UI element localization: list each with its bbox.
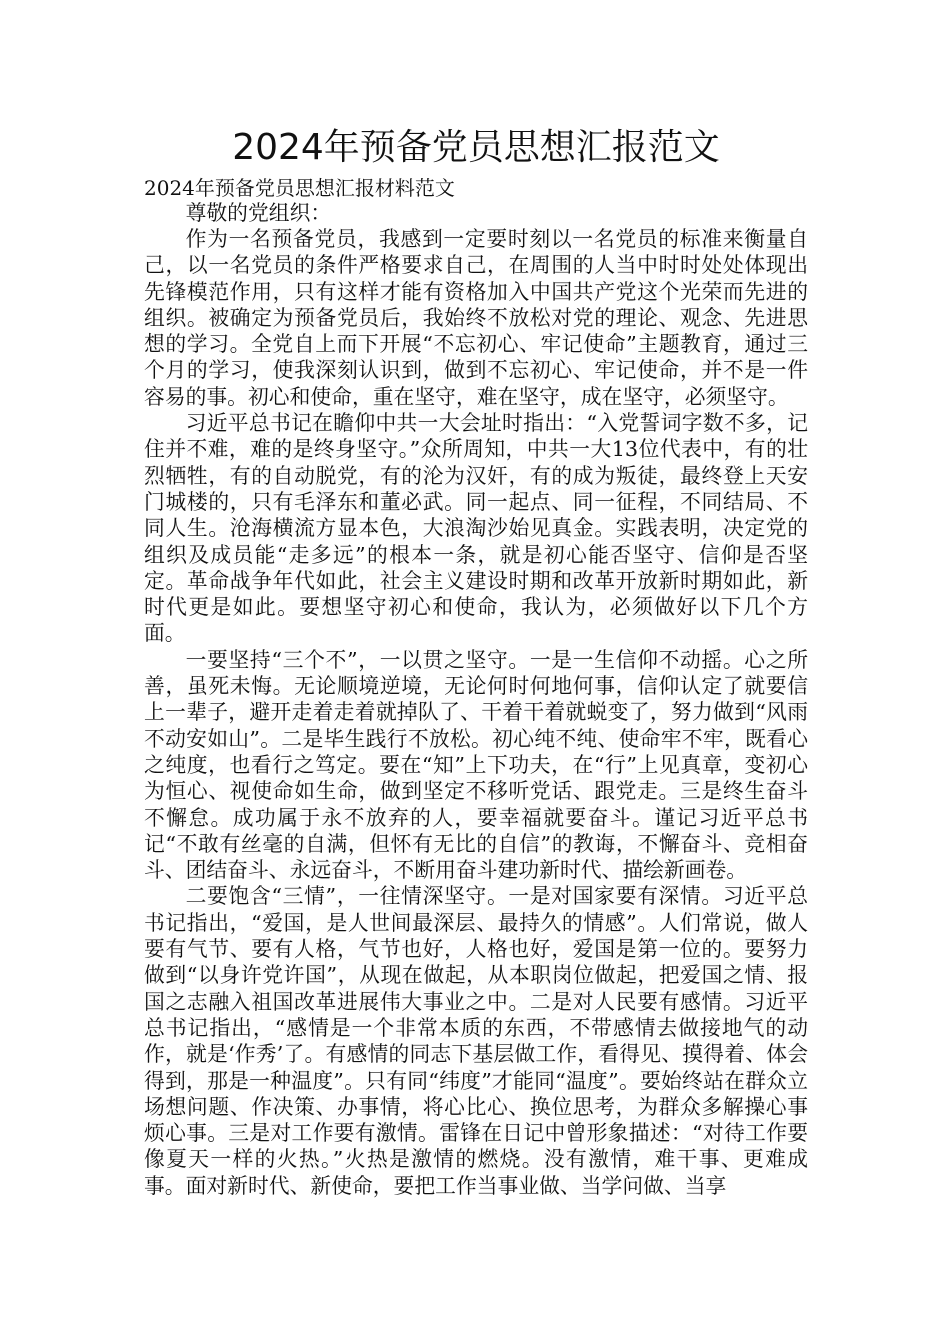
paragraph-4: 二要饱含“三情”，一往情深坚守。一是对国家要有深情。习近平总书记指出，“爱国，是人世间最深层、最持久的情感”。人们常说，做人要有气节、要有人格，气节也好，人格也好，爱国是第一位的。要努力做到“以身许党许国”，从现在做起，从本职岗位做起，把爱国之情、报国之志融入祖国改革进展伟大事业之中。二是对人民要有感情。习近平总书记指出，“感情是一个非常本质的东西，不带感情去做接地气的动作，就是‘作秀’了。有感情的同志下基层做工作，看得见、摸得着、体会得到，那是一种温度”。只有同“纬度”才能同“温度”。要始终站在群众立场想问题、作决策、办事情，将心比心、换位思考，为群众多解操心事烦心事。三是对工作要有激情。雷锋在日记中曾形象描述：“对待工作要像夏天一样的火热。”火热是激情的燃烧。没有激情，难干事、更难成事。面对新时代、新使命，要把工作当事业做、当学问做、当享: [144, 884, 808, 1198]
paragraph-3: 一要坚持“三个不”，一以贯之坚守。一是一生信仰不动摇。心之所善，虽死未悔。无论顺境逆境，无论何时何地何事，信仰认定了就要信上一辈子，避开走着走着就掉队了、干着干着就蜕变了，努力做到“风雨不动安如山”。二是毕生践行不放松。初心纯不纯、使命牢不牢，既看心之纯度，也看行之笃定。要在“知”上下功夫，在“行”上见真章，变初心为恒心、视使命如生命，做到坚定不移听党话、跟党走。三是终生奋斗不懈怠。成功属于永不放弃的人，要幸福就要奋斗。谨记习近平总书记“不敢有丝毫的自满，但怀有无比的自信”的教诲，不懈奋斗、竞相奋斗、团结奋斗、永远奋斗，不断用奋斗建功新时代、描绘新画卷。: [144, 647, 808, 883]
document-page: [144, 120, 808, 1199]
paragraph-1: 作为一名预备党员，我感到一定要时刻以一名党员的标准来衡量自己，以一名党员的条件严格要求自己，在周围的人当中时时处处体现出先锋模范作用，只有这样才能有资格加入中国共产党这个光荣而先进的组织。被确定为预备党员后，我始终不放松对党的理论、观念、先进思想的学习。全党自上而下开展“不忘初心、牢记使命”主题教育，通过三个月的学习，使我深刻认识到，做到不忘初心、牢记使命，并不是一件容易的事。初心和使命，重在坚守，难在坚守，成在坚守，必须坚守。: [144, 227, 808, 409]
document-title: 2024年预备党员思想汇报范文: [232, 127, 720, 168]
salutation: 尊敬的党组织：: [185, 201, 332, 225]
document-subtitle: 2024年预备党员思想汇报材料范文: [144, 176, 455, 200]
paragraph-2: 习近平总书记在瞻仰中共一大会址时指出：“入党誓词字数不多，记住并不难，难的是终身坚守。”众所周知，中共一大13位代表中，有的壮烈牺牲，有的自动脱党，有的沦为汉奸，有的成为叛徒，最终登上天安门城楼的，只有毛泽东和董必武。同一起点、同一征程，不同结局、不同人生。沧海横流方显本色，大浪淘沙始见真金。实践表明，决定党的组织及成员能“走多远”的根本一条，就是初心能否坚守、信仰是否坚定。革命战争年代如此，社会主义建设时期和改革开放新时期如此，新时代更是如此。要想坚守初心和使命，我认为，必须做好以下几个方面。: [144, 411, 808, 646]
